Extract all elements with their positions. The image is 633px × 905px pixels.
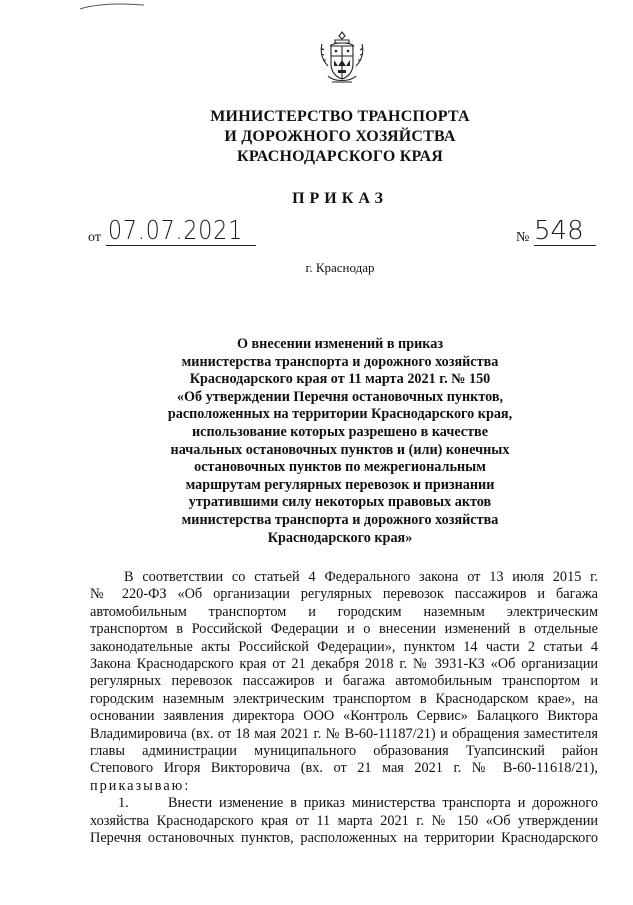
order-title: ПРИКАЗ bbox=[292, 190, 388, 207]
body-line: № 220-ФЗ «Об организации регулярных перевозок пассажиров и багажа bbox=[90, 586, 598, 603]
heading-line: утратившими силу некоторых правовых актов bbox=[188, 494, 492, 511]
ministry-line-1: МИНИСТЕРСТВО ТРАНСПОРТА bbox=[210, 108, 470, 125]
heading-line: маршрутам регулярных перевозок и признании bbox=[185, 476, 495, 493]
date-number-row bbox=[88, 216, 608, 254]
heading-line: Краснодарского края от 11 марта 2021 г. № 150 bbox=[189, 371, 491, 388]
heading-line: «Об утверждении Перечня остановочных пунктов, bbox=[176, 388, 504, 405]
coat-of-arms-icon bbox=[318, 30, 366, 88]
body-line: автомобильным транспортом и городским наземным электрическим bbox=[90, 603, 598, 620]
body-line: законодательные акты Российской Федерации», пунктом 14 части 2 статьи 4 bbox=[90, 638, 598, 655]
item-1-first-text: Внести изменение в приказ министерства транспорта и дорожного bbox=[168, 795, 598, 812]
handwritten-date: 07.07.2021 bbox=[108, 216, 244, 246]
city: г. Краснодар bbox=[305, 260, 375, 275]
body-line: Закона Краснодарского края от 21 декабря 2018 г. № 3931-КЗ «Об организации bbox=[90, 656, 598, 673]
ministry-line-2: И ДОРОЖНОГО ХОЗЯЙСТВА bbox=[224, 128, 456, 145]
body-line: Владимировича (вх. от 18 мая 2021 г. № В-60-11187/21) и обращения заместителя bbox=[90, 725, 598, 742]
body-line: хозяйства Краснодарского края от 11 марта 2021 г. № 150 «Об утверждении bbox=[90, 812, 598, 829]
orders-word: приказываю: bbox=[90, 777, 191, 794]
body-line: городским наземным электрическим транспортом в Краснодарском крае», на bbox=[90, 690, 598, 707]
body-line: транспортом в Российской Федерации и о внесении изменений в отдельные bbox=[90, 621, 598, 638]
item-1-number: 1. bbox=[118, 795, 129, 812]
date-prefix: от bbox=[88, 230, 101, 245]
handwritten-number: 548 bbox=[534, 216, 584, 246]
heading-line: Краснодарского края» bbox=[267, 529, 413, 546]
heading-line: начальных остановочных пунктов и (или) конечных bbox=[170, 441, 510, 458]
date-underline bbox=[106, 245, 256, 246]
order-body bbox=[90, 569, 598, 848]
body-line: основании заявления директора ООО «Контроль Сервис» Балацкого Виктора bbox=[90, 708, 598, 725]
heading-line: использование которых разрешено в качестве bbox=[191, 423, 489, 440]
heading-line: министерства транспорта и дорожного хозяйства bbox=[181, 353, 499, 370]
body-line: Степового Игоря Викторовича (вх. от 21 мая 2021 г. № В-60-11618/21), bbox=[90, 760, 598, 777]
body-line: главы администрации муниципального образования Туапсинский район bbox=[90, 743, 598, 760]
body-line: регулярных перевозок пассажиров и багажа автомобильным транспортом и bbox=[90, 673, 598, 690]
ministry-name bbox=[120, 107, 560, 167]
number-underline bbox=[534, 245, 596, 246]
body-line: В соответствии со статьей 4 Федерального закона от 13 июля 2015 г. bbox=[124, 569, 598, 585]
number-prefix: № bbox=[516, 230, 530, 245]
body-line: Перечня остановочных пунктов, расположенных на территории Краснодарского bbox=[90, 830, 598, 847]
item-1-first-line bbox=[90, 795, 598, 812]
order-heading bbox=[120, 336, 560, 547]
ministry-line-3: КРАСНОДАРСКОГО КРАЯ bbox=[237, 148, 443, 165]
heading-line: расположенных на территории Краснодарского края, bbox=[167, 406, 513, 423]
heading-line: остановочных пунктов по межрегиональным bbox=[194, 459, 486, 476]
heading-line: министерства транспорта и дорожного хозяйства bbox=[181, 511, 499, 528]
heading-line: О внесении изменений в приказ bbox=[236, 336, 444, 352]
scan-artifact-mark bbox=[78, 0, 148, 14]
